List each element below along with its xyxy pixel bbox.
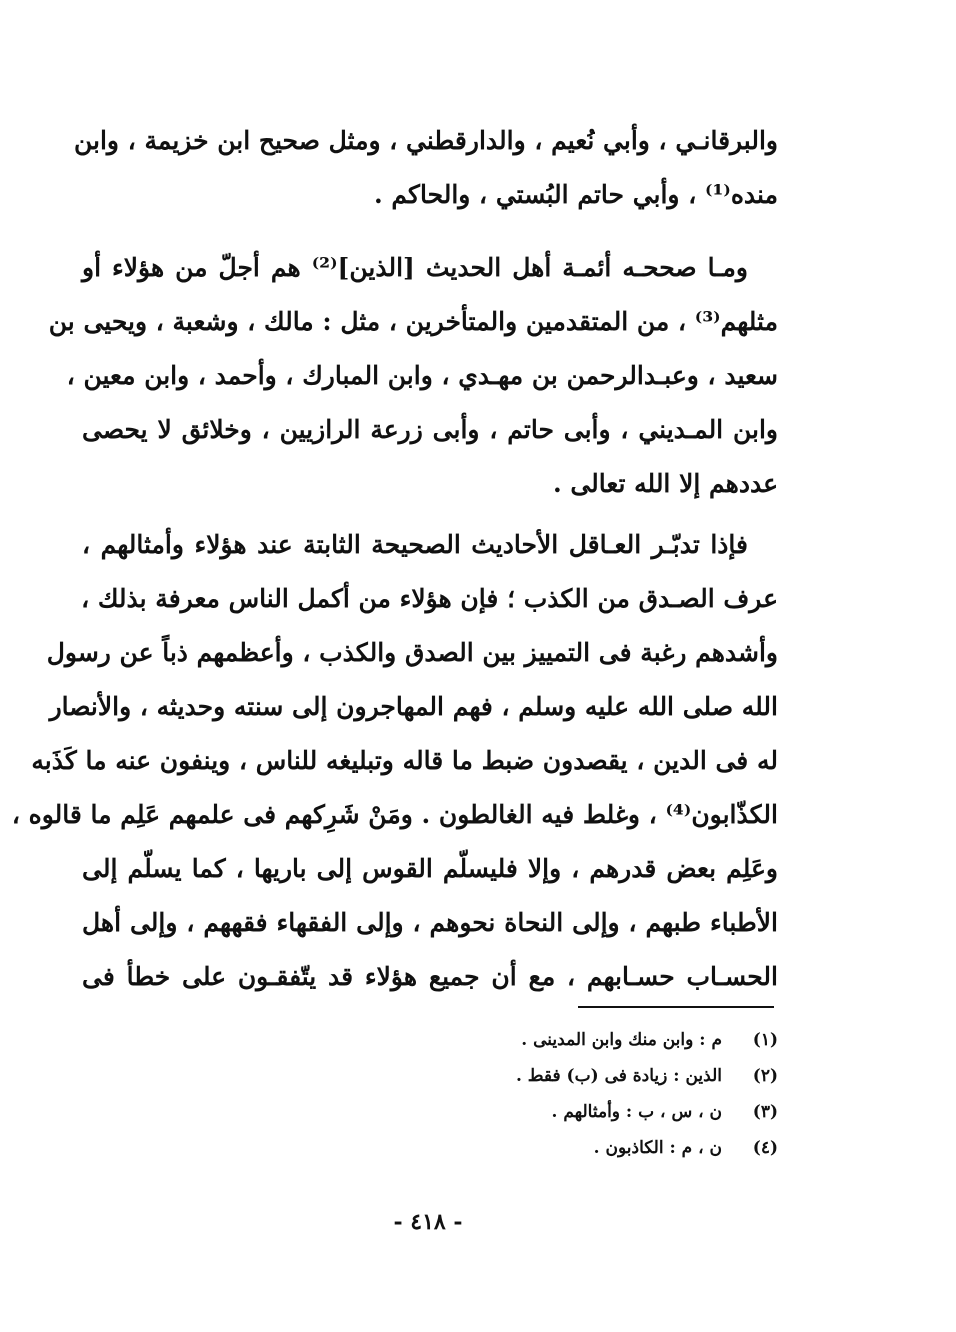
text-line: وأشدهم رغبة فى التمييز بين الصدق والكذب ، وأعظمهم ذباً عن رسول bbox=[46, 638, 778, 667]
footnote-text: م : وابن منك وابن المدينى . bbox=[521, 1030, 722, 1050]
paragraph-2 bbox=[48, 241, 778, 511]
footnote-number: (٢) bbox=[752, 1066, 778, 1086]
text-line: ومـا صححـه أئمـة أهل الحديث [الذين]⁽²⁾ هم أجلّ من هؤلاء أو bbox=[82, 253, 748, 282]
paragraph-1 bbox=[73, 114, 778, 222]
footnote-text: الذين : زيادة فى (ب) فقط . bbox=[515, 1066, 722, 1086]
footnote-text: ن ، م : الكاذبون . bbox=[593, 1138, 722, 1158]
footnote-number: (١) bbox=[752, 1030, 778, 1050]
footnote-text: ن ، س ، ب : وأمثالهم . bbox=[551, 1102, 722, 1122]
text-line: وعَلِم بعض قدرهم ، وإلا فليسلّم القوس إلى باريها ، كما يسلّم إلى bbox=[82, 854, 778, 883]
footnotes bbox=[400, 1022, 778, 1166]
footnote-number: (٤) bbox=[752, 1138, 778, 1158]
text-line: سعيد ، وعبـدالرحمن بن مهـدي ، وابن المبارك ، وأحمد ، وابن معين ، bbox=[66, 361, 778, 390]
text-line: الأطباء طبهم ، وإلى النحاة نحوهم ، وإلى الفقهاء فقههم ، وإلى أهل bbox=[82, 908, 778, 937]
footnote-item bbox=[400, 1022, 778, 1058]
text-line: له فى الدين ، يقصدون ضبط ما قاله وتبليغه للناس ، وينفون عنه ما كَذَبه bbox=[31, 746, 778, 775]
text-line: والبرقانـي ، وأبي نُعيم ، والدارقطني ، ومثل صحيح ابن خزيمة ، وابن bbox=[73, 126, 778, 155]
footnote-item bbox=[400, 1058, 778, 1094]
text-line: منده⁽¹⁾ ، وأبي حاتم البُستي ، والحاكم . bbox=[374, 180, 778, 209]
footnote-item bbox=[400, 1094, 778, 1130]
paragraph-3 bbox=[11, 518, 778, 1004]
text-line: وابن المـديني ، وأبى حاتم ، وأبى زرعة الرازيين ، وخلائق لا يحصى bbox=[82, 415, 778, 444]
footnote-number: (٣) bbox=[752, 1102, 778, 1122]
text-line: الكذّابون⁽⁴⁾ ، وغلط فيه الغالطون . ومَنْ شَرِكهم فى علمهم عَلِم ما قالوه ، bbox=[11, 800, 778, 829]
page-number: - ٤١٨ - bbox=[393, 1209, 463, 1235]
text-line: الحسـاب حسـابهم ، مع أن جميع هؤلاء قد يتّفقـون على خطأ فى bbox=[82, 962, 778, 991]
text-line: فإذا تدبّـر العـاقل الأحاديث الصحيحة الثابتة عند هؤلاء وأمثالهم ، bbox=[82, 530, 748, 559]
text-line: عرف الصـدق من الكذب ؛ فإن هؤلاء من أكمل الناس معرفة بذلك ، bbox=[81, 584, 778, 613]
footnote-item bbox=[400, 1130, 778, 1166]
text-line: الله صلى الله عليه وسلم ، فهم المهاجرون إلى سنته وحديثه ، والأنصار bbox=[49, 692, 778, 721]
footnote-separator bbox=[578, 1006, 774, 1008]
text-line: عددهم إلا الله تعالى . bbox=[552, 469, 778, 498]
text-line: مثلهم⁽³⁾ ، من المتقدمين والمتأخرين ، مثل : مالك ، وشعبة ، ويحيى بن bbox=[48, 307, 778, 336]
